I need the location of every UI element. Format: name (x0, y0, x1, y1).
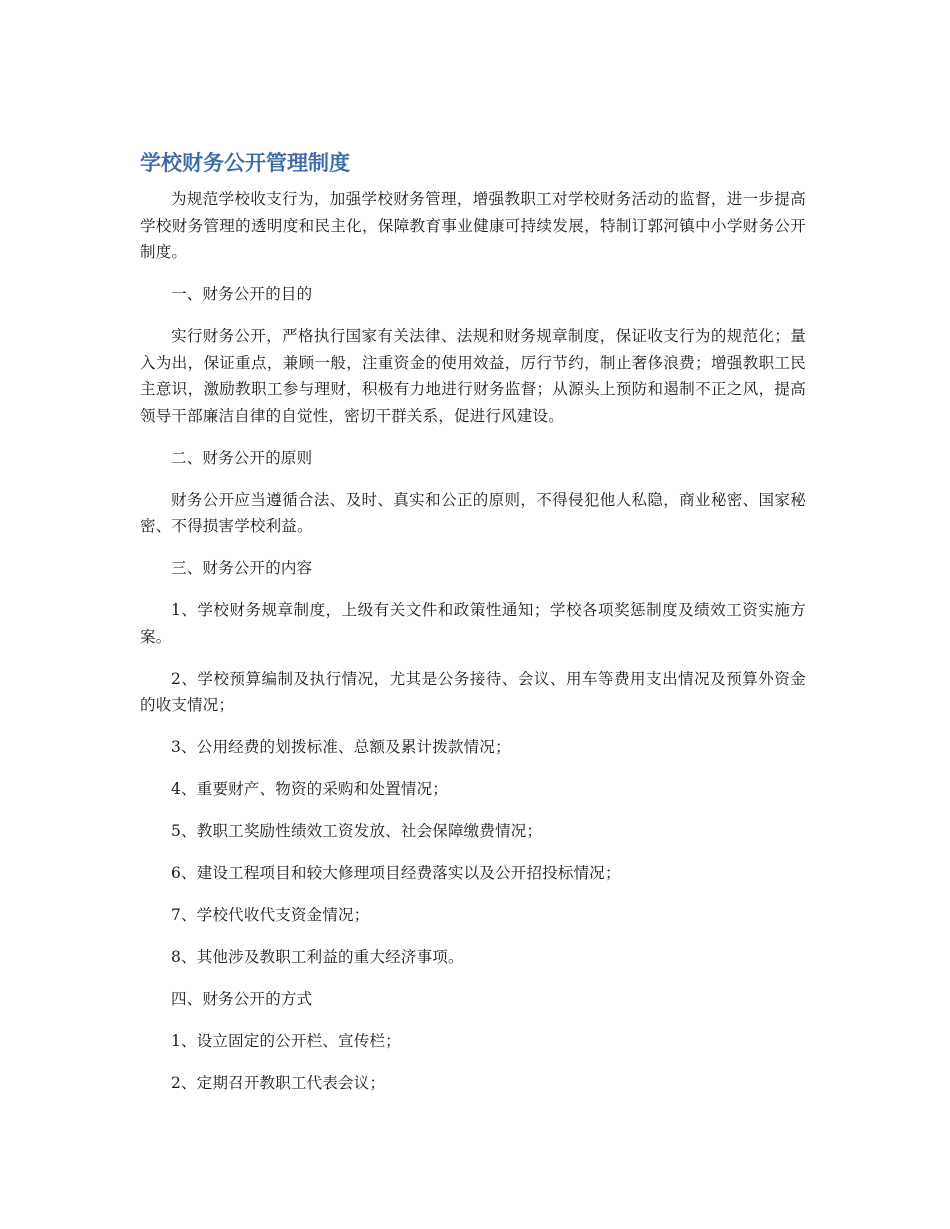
purpose-paragraph: 实行财务公开，严格执行国家有关法律、法规和财务规章制度，保证收支行为的规范化；量入为出，保证重点，兼顾一般，注重资金的使用效益，厉行节约，制止奢侈浪费；增强教职工民主意识，激励教职工参与理财，积极有力地进行财务监督；从源头上预防和遏制不正之风，提高领导干部廉洁自律的自觉性，密切干群关系，促进行风建设。 (140, 327, 806, 425)
section-heading-principles: 二、财务公开的原则 (171, 448, 313, 467)
content-item-5: 5、教职工奖励性绩效工资发放、社会保障缴费情况； (171, 822, 543, 840)
content-item-4: 4、重要财产、物资的采购和处置情况； (171, 780, 448, 798)
intro-paragraph: 为规范学校收支行为，加强学校财务管理，增强教职工对学校财务活动的监督，进一步提高学校财务管理的透明度和民主化，保障教育事业健康可持续发展，特制订郭河镇中小学财务公开制度。 (140, 190, 806, 261)
method-item-2: 2、定期召开教职工代表会议； (171, 1074, 386, 1092)
document-title: 学校财务公开管理制度 (140, 151, 350, 175)
section-heading-methods: 四、财务公开的方式 (171, 990, 313, 1008)
section-heading-purpose: 一、财务公开的目的 (171, 285, 313, 303)
content-item-1: 1、学校财务规章制度，上级有关文件和政策性通知；学校各项奖惩制度及绩效工资实施方案。 (140, 601, 806, 646)
content-item-3: 3、公用经费的划拨标准、总额及累计拨款情况； (171, 738, 511, 756)
content-item-6: 6、建设工程项目和较大修理项目经费落实以及公开招投标情况； (171, 864, 621, 882)
section-heading-content: 三、财务公开的内容 (171, 559, 313, 577)
method-item-1: 1、设立固定的公开栏、宣传栏； (171, 1032, 401, 1050)
content-item-7: 7、学校代收代支资金情况； (171, 906, 370, 924)
document-body (140, 148, 806, 1097)
principles-paragraph: 财务公开应当遵循合法、及时、真实和公正的原则，不得侵犯他人私隐，商业秘密、国家秘密、不得损害学校利益。 (140, 490, 806, 535)
content-item-8: 8、其他涉及教职工利益的重大经济事项。 (171, 948, 464, 966)
content-item-2: 2、学校预算编制及执行情况，尤其是公务接待、会议、用车等费用支出情况及预算外资金的收支情况； (140, 669, 806, 714)
